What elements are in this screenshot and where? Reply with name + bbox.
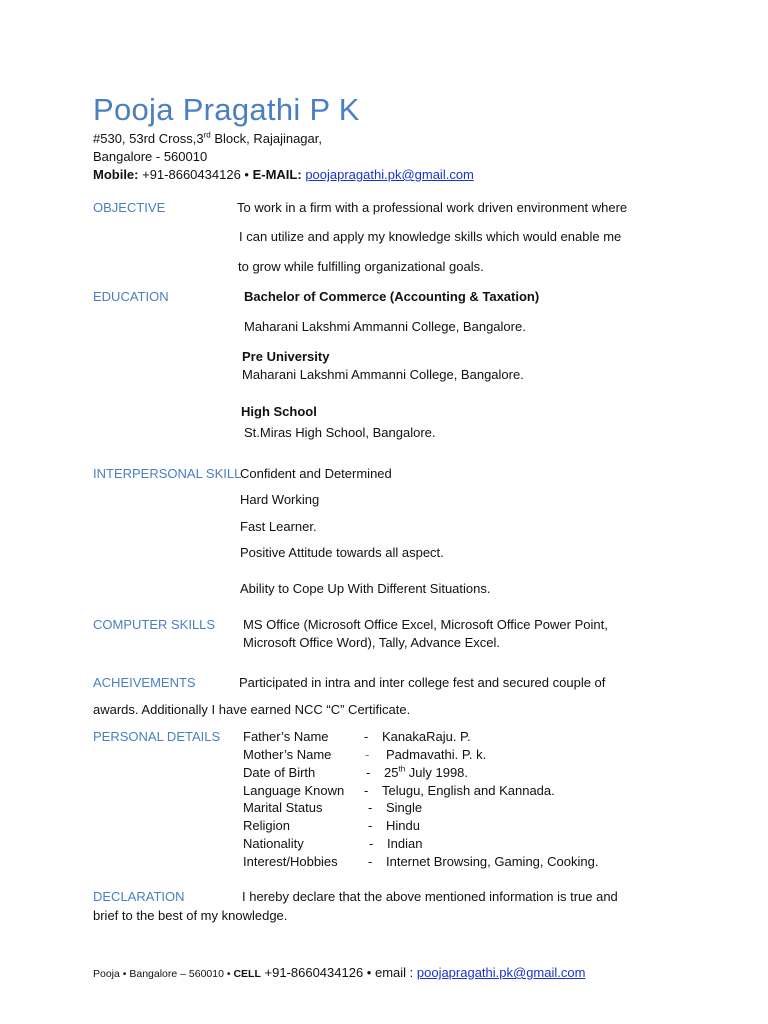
mobile-value: +91-8660434126 • bbox=[138, 167, 253, 182]
achievements-heading: ACHEIVEMENTS bbox=[93, 675, 196, 690]
address-ordinal: rd bbox=[203, 130, 211, 140]
personal-value: Internet Browsing, Gaming, Cooking. bbox=[386, 854, 599, 869]
candidate-name: Pooja Pragathi P K bbox=[93, 92, 360, 127]
personal-value: KanakaRaju. P. bbox=[382, 729, 471, 744]
personal-label: Father’s Name bbox=[243, 729, 329, 744]
computer-heading: COMPUTER SKILLS bbox=[93, 617, 216, 632]
footer-email-label: email : bbox=[374, 965, 417, 980]
school-name: St.Miras High School, Bangalore. bbox=[244, 425, 436, 440]
address-line-1-main: #530, 53rd Cross,3 bbox=[93, 131, 204, 146]
degree-college: Maharani Lakshmi Ammanni College, Bangalore. bbox=[244, 319, 526, 334]
skill-item: Confident and Determined bbox=[240, 466, 392, 481]
achievements-line-2: awards. Additionally I have earned NCC “C” Certificate. bbox=[93, 702, 411, 717]
personal-value: Hindu bbox=[386, 818, 420, 833]
page-footer bbox=[93, 965, 585, 980]
objective-heading: OBJECTIVE bbox=[93, 200, 166, 215]
contact-line bbox=[93, 167, 474, 183]
dob-ordinal: th bbox=[398, 764, 406, 774]
declaration-line-2: brief to the best of my knowledge. bbox=[93, 908, 288, 923]
personal-separator: - bbox=[366, 765, 371, 780]
personal-value: Indian bbox=[387, 836, 423, 851]
personal-value: Telugu, English and Kannada. bbox=[382, 783, 555, 798]
footer-cell-value: +91-8660434126 • bbox=[260, 965, 375, 980]
personal-value: Padmavathi. P. k. bbox=[386, 747, 487, 762]
dob-day: 25 bbox=[384, 765, 399, 780]
email-link[interactable]: poojapragathi.pk@gmail.com bbox=[305, 167, 474, 182]
personal-label: Interest/Hobbies bbox=[243, 854, 338, 869]
personal-label: Language Known bbox=[243, 783, 345, 798]
footer-email-link[interactable]: poojapragathi.pk@gmail.com bbox=[416, 965, 586, 980]
personal-separator: - bbox=[364, 729, 369, 744]
personal-label: Marital Status bbox=[243, 800, 323, 815]
degree-title: Bachelor of Commerce (Accounting & Taxation) bbox=[244, 289, 540, 304]
objective-line: To work in a firm with a professional work driven environment where bbox=[237, 200, 628, 215]
declaration-line-1: I hereby declare that the above mentioned information is true and bbox=[242, 889, 618, 904]
footer-cell-label: CELL bbox=[233, 968, 261, 980]
dob-month-year: July 1998. bbox=[405, 765, 469, 780]
computer-line-1: MS Office (Microsoft Office Excel, Microsoft Office Power Point, bbox=[243, 617, 608, 632]
education-heading: EDUCATION bbox=[93, 289, 169, 304]
personal-label: Date of Birth bbox=[243, 765, 316, 780]
skill-item: Fast Learner. bbox=[240, 519, 317, 534]
skill-item: Hard Working bbox=[240, 492, 320, 507]
personal-separator: - bbox=[365, 747, 370, 762]
pu-college: Maharani Lakshmi Ammanni College, Bangalore. bbox=[242, 367, 524, 382]
personal-separator: - bbox=[368, 854, 373, 869]
footer-prefix: Pooja • Bangalore – 560010 • bbox=[93, 968, 234, 980]
computer-line-2: Microsoft Office Word), Tally, Advance Excel. bbox=[243, 635, 500, 650]
declaration-heading: DECLARATION bbox=[93, 889, 185, 904]
mobile-label: Mobile: bbox=[93, 167, 139, 182]
personal-separator: - bbox=[368, 800, 373, 815]
personal-value bbox=[384, 765, 468, 781]
personal-separator: - bbox=[364, 783, 369, 798]
personal-value: Single bbox=[386, 800, 423, 815]
personal-label: Nationality bbox=[243, 836, 304, 851]
objective-line: I can utilize and apply my knowledge skills which would enable me bbox=[239, 229, 622, 244]
interpersonal-heading: INTERPERSONAL SKILL bbox=[93, 466, 242, 481]
achievements-line-1: Participated in intra and inter college fest and secured couple of bbox=[239, 675, 606, 690]
skill-item: Ability to Cope Up With Different Situations. bbox=[240, 581, 491, 596]
personal-label: Mother’s Name bbox=[243, 747, 332, 762]
personal-separator: - bbox=[369, 836, 374, 851]
pu-title: Pre University bbox=[242, 349, 330, 364]
personal-separator: - bbox=[368, 818, 373, 833]
address-line-1-end: Block, Rajajinagar, bbox=[210, 131, 322, 146]
personal-label: Religion bbox=[243, 818, 290, 833]
address-line-2: Bangalore - 560010 bbox=[93, 149, 208, 164]
objective-line: to grow while fulfilling organizational goals. bbox=[238, 259, 484, 274]
email-label: E-MAIL: bbox=[252, 167, 302, 182]
skill-item: Positive Attitude towards all aspect. bbox=[240, 545, 444, 560]
school-title: High School bbox=[241, 404, 317, 419]
personal-heading: PERSONAL DETAILS bbox=[93, 729, 221, 744]
address-line-1 bbox=[93, 131, 322, 147]
